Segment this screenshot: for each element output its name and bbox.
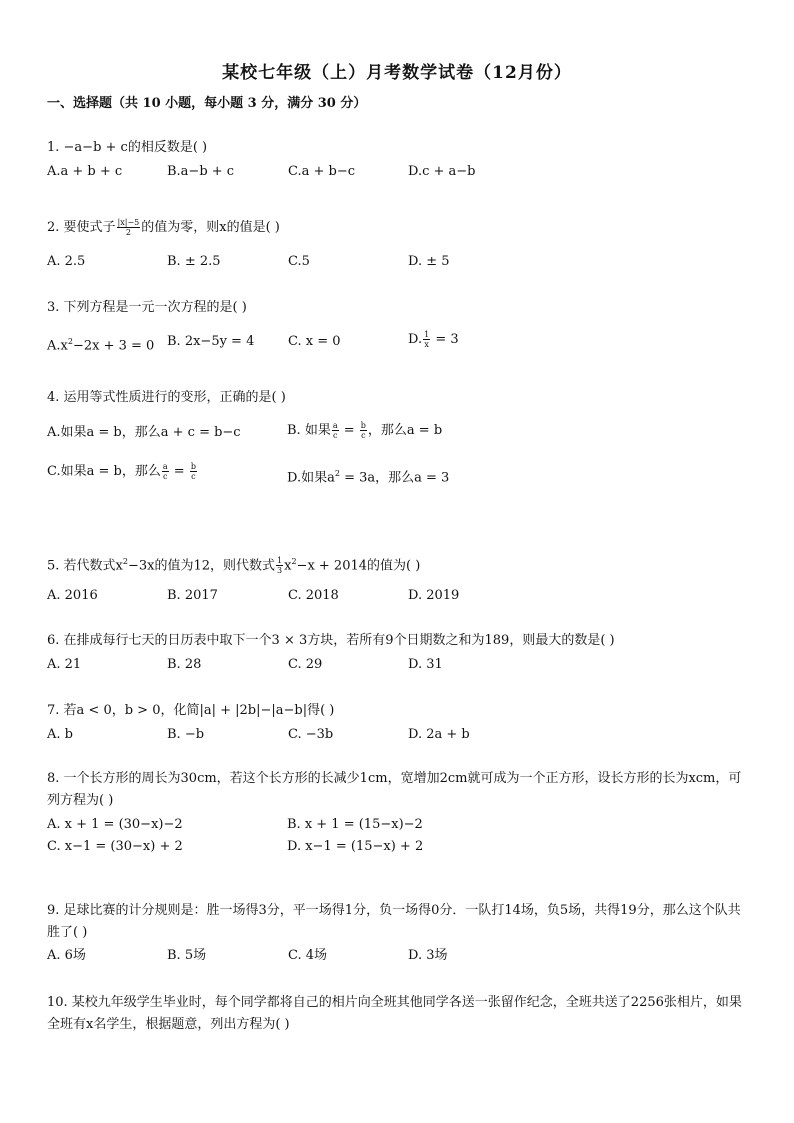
fraction-numerator: b (190, 462, 196, 471)
question-8-stem: 8. 一个长方形的周长为30cm，若这个长方形的长减少1cm，宽增加2cm就可成为一个正方形，设长方形的长为xcm，可列方程为( ) (47, 771, 742, 808)
exponent: 2 (334, 469, 340, 478)
question-7-option-d: D. 2a + b (408, 727, 470, 742)
question-4-option-c (47, 462, 198, 481)
fraction (190, 462, 197, 481)
question-2-stem (47, 218, 754, 237)
question-3-stem: 3. 下列方程是一元一次方程的是( ) (47, 300, 247, 315)
option-text: A.x (47, 338, 68, 354)
question-1-option-d: D.c + a−b (408, 164, 476, 179)
stem-text: −3x的值为12，则代数式 (127, 558, 276, 574)
option-text: ，那么a = b (367, 423, 443, 438)
exponent: 2 (122, 557, 128, 566)
question-2-option-a: A. 2.5 (47, 254, 86, 269)
page-title: 某校七年级（上）月考数学试卷（12月份） (222, 63, 572, 83)
option-text: D.如果a (287, 470, 335, 486)
fraction (423, 330, 430, 349)
question-1-option-b: B.a−b + c (167, 164, 235, 179)
question-9-option-a: A. 6场 (47, 948, 86, 963)
fraction (360, 421, 367, 440)
option-text: = 3 (431, 332, 459, 347)
question-2-fraction (117, 218, 141, 237)
question-3-option-a (47, 333, 154, 355)
question-4-option-b (287, 421, 442, 440)
fraction-numerator: 1 (424, 330, 430, 339)
question-8-option-a: A. x + 1 = (30−x)−2 (47, 817, 183, 832)
fraction-numerator: 1 (277, 556, 283, 566)
section-heading: 一、选择题（共 10 小题，每小题 3 分，满分 30 分） (47, 96, 367, 111)
question-2-option-d: D. ± 5 (408, 254, 450, 269)
question-1-option-c: C.a + b−c (288, 164, 356, 179)
fraction (332, 421, 339, 440)
question-9-stem: 9. 足球比赛的计分规则是：胜一场得3分，平一场得1分，负一场得0分．一队打14场，负5场，共得19分，那么这个队共胜了( ) (47, 903, 741, 940)
question-2-option-b: B. ± 2.5 (167, 254, 221, 269)
question-4-stem: 4. 运用等式性质进行的变形，正确的是( ) (47, 390, 286, 405)
question-5-stem (47, 553, 754, 575)
fraction-denominator: c (191, 472, 196, 481)
option-text: D. (408, 332, 423, 347)
fraction-denominator: c (163, 472, 168, 481)
question-3-option-d (408, 330, 459, 349)
question-6-option-a: A. 21 (47, 657, 82, 672)
stem-text: −x + 2014的值为( ) (296, 558, 421, 574)
fraction-numerator: a (332, 421, 338, 430)
question-2-stem-pre: 2. 要使式子 (47, 220, 116, 235)
fraction (276, 556, 283, 575)
fraction-denominator: x (424, 340, 429, 349)
question-8-option-d: D. x−1 = (15−x) + 2 (287, 839, 424, 854)
question-1-stem: 1. −a−b + c的相反数是( ) (47, 140, 208, 155)
question-5-option-c: C. 2018 (288, 588, 339, 603)
fraction-denominator: c (361, 431, 366, 440)
option-text: = 3a，那么a = 3 (339, 470, 450, 486)
option-text: = (169, 464, 189, 479)
question-2-option-c: C.5 (288, 254, 310, 269)
question-9-option-b: B. 5场 (167, 948, 207, 963)
fraction-denominator: c (332, 431, 338, 440)
question-2-stem-post: 的值为零，则x的值是( ) (141, 220, 280, 235)
fraction-numerator: a (162, 462, 168, 471)
option-text: B. 如果 (287, 423, 331, 438)
question-4-option-a: A.如果a = b，那么a + c = b−c (47, 425, 241, 440)
stem-text: 5. 若代数式x (47, 558, 123, 574)
fraction-denominator: 3 (277, 566, 283, 576)
fraction-numerator: b (360, 421, 366, 430)
question-7-option-c: C. −3b (288, 727, 334, 742)
exponent: 2 (67, 337, 73, 346)
stem-text: x (284, 558, 292, 574)
question-5-option-b: B. 2017 (167, 588, 218, 603)
option-text: C.如果a = b，那么 (47, 464, 161, 479)
question-7-option-b: B. −b (167, 727, 205, 742)
question-10-stem: 10. 某校九年级学生毕业时，每个同学都将自己的相片向全班其他同学各送一张留作纪念，全班共送了2256张相片，如果全班有x名学生，根据题意，列出方程为( ) (47, 995, 742, 1032)
question-3-option-b: B. 2x−5y = 4 (167, 334, 255, 349)
question-5-option-a: A. 2016 (47, 588, 98, 603)
question-6-option-b: B. 28 (167, 657, 202, 672)
question-3-option-c: C. x = 0 (288, 334, 341, 349)
question-7-stem: 7. 若a < 0，b > 0，化简|a| + |2b|−|a−b|得( ) (47, 703, 335, 718)
fraction-numerator: |x|−5 (117, 218, 140, 227)
question-8-option-c: C. x−1 = (30−x) + 2 (47, 839, 183, 854)
question-6-option-d: D. 31 (408, 657, 443, 672)
exponent: 2 (291, 557, 297, 566)
option-text: −2x + 3 = 0 (72, 338, 155, 354)
question-7-option-a: A. b (47, 727, 73, 742)
question-6-option-c: C. 29 (288, 657, 323, 672)
question-1-option-a: A.a + b + c (47, 164, 123, 179)
question-8-option-b: B. x + 1 = (15−x)−2 (287, 817, 423, 832)
fraction-denominator: 2 (125, 228, 131, 237)
question-4-option-d (287, 465, 449, 487)
option-text: = (339, 423, 359, 438)
question-9-option-d: D. 3场 (408, 948, 448, 963)
question-5-option-d: D. 2019 (408, 588, 460, 603)
fraction (162, 462, 169, 481)
question-9-option-c: C. 4场 (288, 948, 328, 963)
question-6-stem: 6. 在排成每行七天的日历表中取下一个3 × 3方块，若所有9个日期数之和为189，则最大的数是( ) (47, 633, 615, 648)
